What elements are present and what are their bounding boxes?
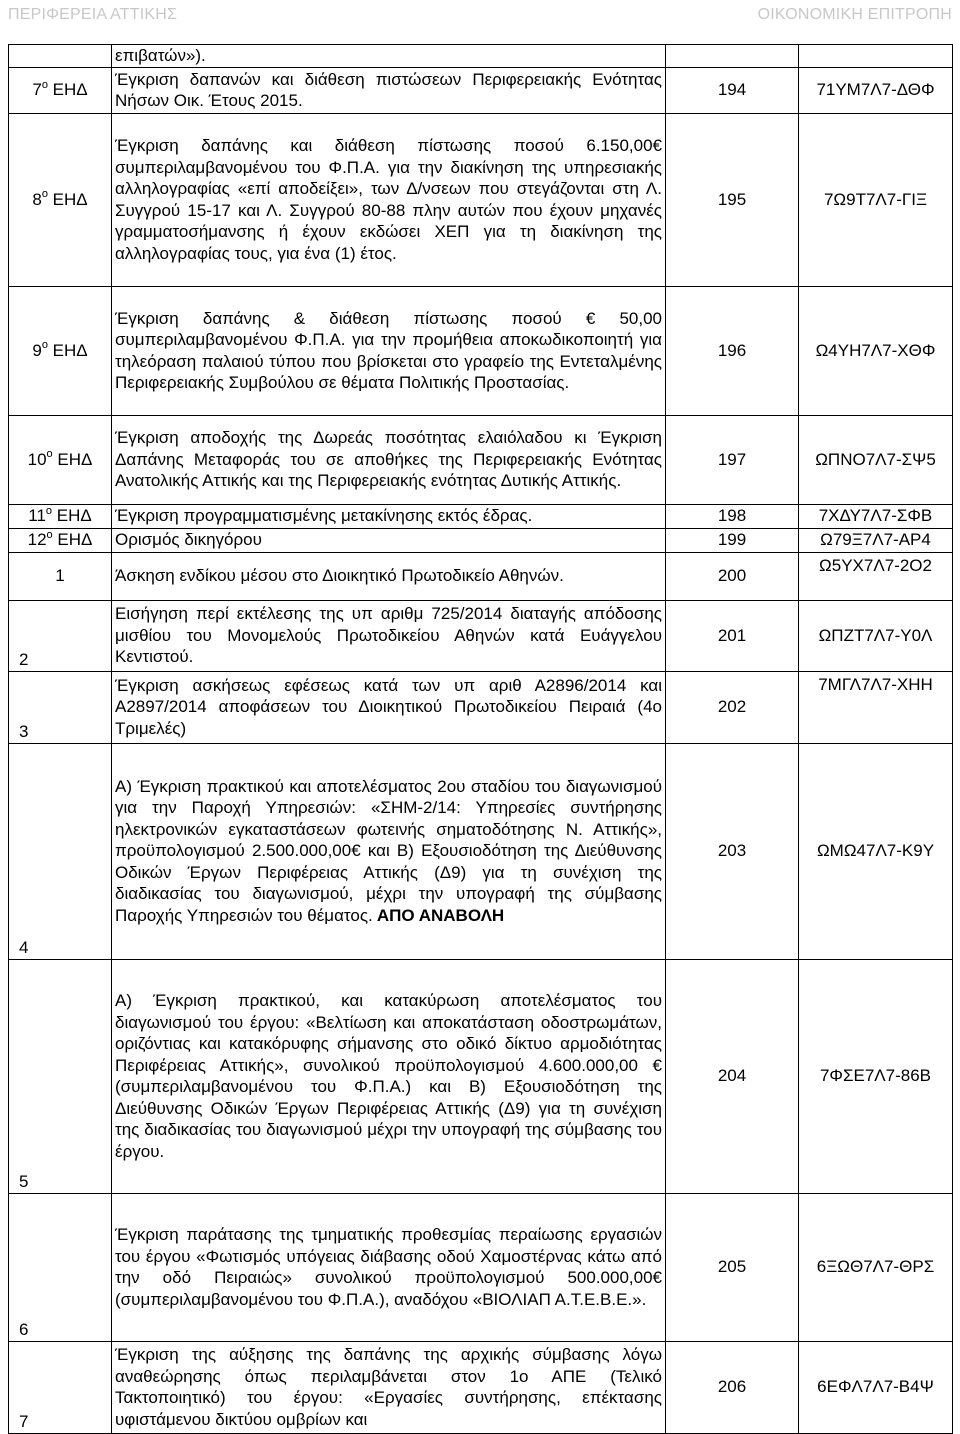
table-row	[9, 552, 953, 600]
ada-code: 7ΜΓΛ7Λ7-ΧΗΗ	[799, 671, 953, 743]
header-committee-title: ΟΙΚΟΝΟΜΙΚΗ ΕΠΙΤΡΟΠΗ	[757, 6, 952, 23]
item-description: Έγκριση δαπανών και διάθεση πιστώσεων Περιφερειακής Ενότητας Νήσων Οικ. Έτους 2015.	[112, 67, 666, 113]
item-description: επιβατών»).	[112, 45, 666, 68]
item-description: Έγκριση ασκήσεως εφέσεως κατά των υπ αριθ Α2896/2014 και Α2897/2014 αποφάσεων του Διοικητικού Πρωτοδικείου Πειραιά (4ο Τριμελές)	[112, 671, 666, 743]
ada-code: 71ΥΜ7Λ7-ΔΘΦ	[799, 67, 953, 113]
ada-code: Ω4ΥΗ7Λ7-ΧΘΦ	[799, 286, 953, 415]
decision-number: 194	[666, 67, 799, 113]
item-index: 3	[9, 671, 112, 743]
ada-code: 7ΦΣΕ7Λ7-86Β	[799, 959, 953, 1193]
ada-code: 7Ω9Τ7Λ7-ΓΙΞ	[799, 113, 953, 286]
item-description: Έγκριση δαπάνης και διάθεση πίστωσης ποσού 6.150,00€ συμπεριλαμβανομένου του Φ.Π.Α. για την διακίνηση της υπηρεσιακής αλληλογραφίας «επί αποδείξει», των Δ/νσεων που στεγάζονται στη Λ. Συγγρού 15-17 και Λ. Συγγρού 80-88 πλην αυτών που έχουν μηχανές γραμματοσήμανσης ή έχουν εκδώσει ΧΕΠ για τη διακίνηση της αλληλογραφίας τους, για ένα (1) έτος.	[112, 113, 666, 286]
item-description: Έγκριση της αύξησης της δαπάνης της αρχικής σύμβασης λόγω αναθεώρησης όπως περιλαμβάνεται στον 1ο ΑΠΕ (Τελικό Τακτοποιητικό) του έργου: «Εργασίες συντήρησης, επέκτασης υφιστάμενου δικτύου ομβρίων και	[112, 1341, 666, 1433]
decision-number: 204	[666, 959, 799, 1193]
table-row	[9, 286, 953, 415]
decision-number: 202	[666, 671, 799, 743]
header-region-title: ΠΕΡΙΦΕΡΕΙΑ ΑΤΤΙΚΗΣ	[8, 6, 178, 23]
item-index: $11^o$ ΕΗΔ	[9, 504, 112, 528]
item-index: $10^o$ ΕΗΔ	[9, 415, 112, 504]
item-description: Ορισμός δικηγόρου	[112, 528, 666, 552]
ada-code: ΩΠΝΟ7Λ7-ΣΨ5	[799, 415, 953, 504]
decision-number: 200	[666, 552, 799, 600]
table-row	[9, 67, 953, 113]
decision-number: 199	[666, 528, 799, 552]
decision-number: 206	[666, 1341, 799, 1433]
item-description: Άσκηση ενδίκου μέσου στο Διοικητικό Πρωτοδικείο Αθηνών.	[112, 552, 666, 600]
item-index: 6	[9, 1193, 112, 1341]
table-row	[9, 415, 953, 504]
item-index: 5	[9, 959, 112, 1193]
ada-code: 7ΧΔΥ7Λ7-ΣΦΒ	[799, 504, 953, 528]
ada-code: ΩΜΩ47Λ7-Κ9Υ	[799, 743, 953, 959]
item-index: $7^o$ ΕΗΔ	[9, 67, 112, 113]
decision-number	[666, 45, 799, 68]
decision-number: 195	[666, 113, 799, 286]
item-description: Έγκριση προγραμματισμένης μετακίνησης εκτός έδρας.	[112, 504, 666, 528]
item-description: Έγκριση παράτασης της τμηματικής προθεσμίας περαίωσης εργασιών του έργου «Φωτισμός υπόγειας διάβασης οδού Χαμοστέρνας κάτω από την οδό Πειραιώς» συνολικού προϋπολογισμού 500.000,00€ (συμπεριλαμβανομένου του Φ.Π.Α.), αναδόχου «ΒΙΟΛΙΑΠ Α.Τ.Ε.Β.Ε.».	[112, 1193, 666, 1341]
decision-number: 197	[666, 415, 799, 504]
ada-code: 6ΕΦΛ7Λ7-Β4Ψ	[799, 1341, 953, 1433]
item-description: Έγκριση δαπάνης & διάθεση πίστωσης ποσού € 50,00 συμπεριλαμβανομένου Φ.Π.Α. για την προμήθεια αποκωδικοποιητή για τηλεόραση παλαιού τύπου που βρίσκεται στο γραφείο της Εντεταλμένης Περιφερειακής Συμβούλου σε θέματα Πολιτικής Προστασίας.	[112, 286, 666, 415]
table-row	[9, 1341, 953, 1433]
ada-code: ΩΠΖΤ7Λ7-Υ0Λ	[799, 600, 953, 671]
decision-number: 205	[666, 1193, 799, 1341]
ada-code: Ω79Ξ7Λ7-ΑΡ4	[799, 528, 953, 552]
decision-number: 196	[666, 286, 799, 415]
decisions-table	[8, 44, 953, 1434]
item-description: Έγκριση αποδοχής της Δωρεάς ποσότητας ελαιόλαδου κι Έγκριση Δαπάνης Μεταφοράς του σε αποθήκες της Περιφερειακής Ενότητας Ανατολικής Αττικής και της Περιφερειακής ενότητας Δυτικής Αττικής.	[112, 415, 666, 504]
table-row	[9, 504, 953, 528]
item-index: $8^o$ ΕΗΔ	[9, 113, 112, 286]
table-row	[9, 671, 953, 743]
table-row	[9, 959, 953, 1193]
ada-code: Ω5ΥΧ7Λ7-2Ο2	[799, 552, 953, 600]
decision-number: 201	[666, 600, 799, 671]
item-index	[9, 45, 112, 68]
page-header	[0, 0, 960, 30]
table-row	[9, 113, 953, 286]
item-index: 7	[9, 1341, 112, 1433]
item-description: Α) Έγκριση πρακτικού και αποτελέσματος 2ου σταδίου του διαγωνισμού για την Παροχή Υπηρεσιών: «ΣΗΜ-2/14: Υπηρεσίες συντήρησης ηλεκτρονικών εγκαταστάσεων φωτεινής σηματοδότησης Ν. Αττικής», προϋπολογισμού 2.500.000,00€ και Β) Εξουσιοδότηση της Διεύθυνσης Οδικών Έργων Περιφέρειας Αττικής (Δ9) για τη συνέχιση της διαδικασίας του διαγωνισμού, μέχρι την υπογραφή της σύμβασης Παροχής Υπηρεσιών του θέματος. ΑΠΟ ΑΝΑΒΟΛΗ	[112, 743, 666, 959]
table-row	[9, 528, 953, 552]
ada-code	[799, 45, 953, 68]
table-row	[9, 600, 953, 671]
table-row	[9, 45, 953, 68]
item-description: Εισήγηση περί εκτέλεσης της υπ αριθμ 725/2014 διαταγής απόδοσης μισθίου του Μονομελούς Πρωτοδικείου Αθηνών κατά Ευάγγελου Κεντιστού.	[112, 600, 666, 671]
postponed-label: ΑΠΟ ΑΝΑΒΟΛΗ	[372, 905, 505, 925]
table-row	[9, 743, 953, 959]
table-row	[9, 1193, 953, 1341]
decision-number: 198	[666, 504, 799, 528]
item-index: 2	[9, 600, 112, 671]
item-index: 1	[9, 552, 112, 600]
item-index: $12^o$ ΕΗΔ	[9, 528, 112, 552]
item-index: 4	[9, 743, 112, 959]
ada-code: 6ΞΩΘ7Λ7-ΘΡΣ	[799, 1193, 953, 1341]
decision-number: 203	[666, 743, 799, 959]
item-description: Α) Έγκριση πρακτικού, και κατακύρωση αποτελέσματος του διαγωνισμού του έργου: «Βελτίωση και αποκατάσταση οδοστρωμάτων, οριζόντιας και κατακόρυφης σήμανσης στο οδικό δίκτυο αρμοδιότητας Περιφέρειας Αττικής», συνολικού προϋπολογισμού 4.600.000,00 € (συμπεριλαμβανομένου του Φ.Π.Α.) και Β) Εξουσιοδότηση της Διεύθυνσης Οδικών Έργων Περιφέρειας Αττικής (Δ9) για τη συνέχιση της διαδικασίας του διαγωνισμού μέχρι την υπογραφή της σύμβασης του έργου.	[112, 959, 666, 1193]
item-index: $9^o$ ΕΗΔ	[9, 286, 112, 415]
